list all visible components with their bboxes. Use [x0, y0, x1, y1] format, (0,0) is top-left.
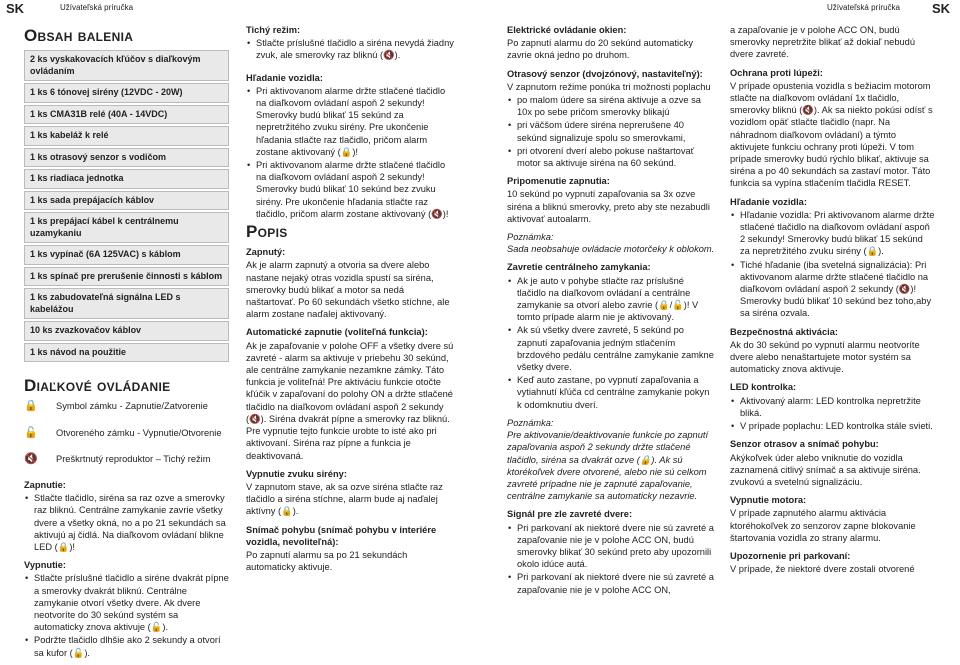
- snimac-heading: Snímač pohybu (snímač pohybu v interiére vozidla, nevoliteľná):: [246, 524, 437, 547]
- senzor-text-1: Akýkoľvek úder alebo vniknutie do vozidla zaznamená citlivý snímač a sa aktivuje siréna.: [730, 452, 921, 475]
- hladanie-list: [730, 209, 935, 320]
- list-item: • Pri aktivovanom alarme držte stlačené tlačidlo na diaľkovom ovládaní aspoň 2 sekundy! Smerovky budú blikať 15 sekúnd za nepretržitého zvuku sirény. Pre ukončenie hľadania stlačte raz tlačidlo, pričom alarm zostane aktivovaný (🔒)!: [246, 85, 454, 158]
- zapnuty-text: Ak je alarm zapnutý a otvoria sa dvere alebo nastane nejaký otras vozidla spustí sa siréna, smerovky budú blikať a motor sa nedá naštartovať. Po 60 sekundách všetko stíchne, ale alarm zostane naďalej aktivovaný.: [246, 260, 450, 320]
- pozn2-label: Poznámka:: [507, 417, 554, 428]
- vyp-zvuk-text: V zapnutom stave, ak sa ozve siréna stlačte raz tlačidlo a siréna stíchne, alarm bude aj naďalej aktívny (🔒).: [246, 481, 443, 517]
- list-item: • Pri aktivovanom alarme držte stlačené tlačidlo na diaľkovom ovládaní aspoň 2 sekundy! Smerovky budú blikať 10 sekúnd bez zvuku sirény. Pre ukončenie hľadania stlačte raz tlačidlo, pričom alarm zostane aktivovaný (🔇)!: [246, 159, 454, 220]
- zavretie-heading: Zavretie centrálneho zamykania:: [507, 262, 651, 273]
- list-item: • V prípade poplachu: LED kontrolka stále svieti.: [730, 420, 935, 432]
- lock-icon: 🔒: [24, 400, 38, 413]
- column-1: [24, 24, 229, 665]
- ochrana-text: V prípade opustenia vozidla s bežiacim motorom stlačte na diaľkovom ovládaní 1x tlačidlo, smerovky bliknú (🔇). Ak sa niekto pokúsi odísť s vozidlom opäť stlačte tlačidlo (napr. Na náhradnom diaľkovom ovládaní) a týmto aktivujete funkciu ochrany proti lúpeži. V tom prípade smerovky budú rýchlo blikať, aktivuje sa siréna a po 40 sekundách sa zastaví motor. Táto funkcia sa vypína stlačením tlačidla RESET.: [730, 80, 933, 189]
- senzor-heading: Senzor otrasov a snímač pohybu:: [730, 439, 879, 450]
- symbol-label: Symbol zámku - Zapnutie/Zatvorenie: [56, 401, 208, 412]
- pozn2-text: Pre aktivovanie/deaktivovanie funkcie po zapnutí zapaľovania aspoň 2 sekundy držte stlačené tlačidlo, siréna sa dvakrát ozve (🔒). Ak sú ktorékoľvek dvere otvorené, alebo nie sú celkom zavreté prípadne nie je zapnuté zapaľovanie, centrálne zamykanie sa automaticky nezavrie.: [507, 430, 709, 502]
- pozn1-text: Sada neobsahuje ovládacie motorčeky k oblokom.: [507, 244, 715, 255]
- symbol-row: [24, 453, 229, 465]
- unlock-icon: 🔓: [24, 426, 38, 439]
- list-item: 1 ks otrasový senzor s vodičom: [24, 148, 229, 168]
- hladanie-list: [246, 85, 454, 220]
- list-item: 1 ks spínač pre prerušenie činnosti s káblom: [24, 267, 229, 287]
- vyp-zvuk-heading: Vypnutie zvuku sirény:: [246, 468, 347, 479]
- auto-heading: Automatické zapnutie (voliteľná funkcia):: [246, 327, 428, 338]
- language-tag: SK: [6, 1, 25, 16]
- list-item: • pri otvorení dverí alebo pokuse naštartovať motor sa aktivuje siréna na 60 sekúnd.: [507, 145, 715, 169]
- mute-icon: 🔇: [24, 452, 38, 465]
- list-item: • Hľadanie vozidla: Pri aktivovanom alarme držte stlačené tlačidlo na diaľkovom ovládaní aspoň 2 sekundy! Smerovky budú blikať 15 sekúnd za nepretržitého zvuku sirény (🔒).: [730, 209, 935, 258]
- header-title: Užívateľská príručka: [826, 3, 900, 12]
- remote-title: Diaľkové ovládanie: [24, 376, 171, 396]
- package-title: Obsah balenia: [24, 26, 134, 45]
- snimac-text: Po zapnutí alarmu sa po 21 sekundách automaticky aktivuje.: [246, 549, 408, 573]
- list-item: 10 ks zvazkovačov káblov: [24, 321, 229, 341]
- hladanie-heading: Hľadanie vozidla:: [730, 196, 807, 207]
- zavretie-list: [507, 275, 715, 411]
- popis-title: Popis: [246, 222, 288, 242]
- bezp-heading: Bezpečnostná aktivácia:: [730, 326, 838, 337]
- intro-text: a zapaľovanie je v polohe ACC ON, budú smerovky nepretržite blikať až dokiaľ nebudú dvere zavreté.: [730, 25, 915, 60]
- list-item: • Pri parkovaní ak niektoré dvere nie sú zavreté a zapaľovanie nie je v polohe ACC ON,: [507, 571, 715, 595]
- list-item: • Stlačte príslušné tlačidlo a siréna nevydá žiadny zvuk, ale smerovky raz bliknú (🔇).: [246, 37, 454, 61]
- vyp-motora-text: V prípade zapnutého alarmu aktivácia ktoréhokoľvek zo senzorov zapne blokovanie štartovania vozidla zo strany alarmu.: [730, 508, 916, 543]
- right-page-header: [480, 0, 960, 16]
- symbol-label: Preškrtnutý reproduktor – Tichý režim: [56, 453, 211, 464]
- column-3: [507, 24, 715, 602]
- list-item: 1 ks prepájací kábel k centrálnemu uzamykaniu: [24, 212, 229, 243]
- tichy-list: [246, 37, 454, 61]
- list-item: • Stlačte tlačidlo, siréna sa raz ozve a smerovky raz bliknú. Centrálne zamykanie zavrie všetky dvere a všetky okná, no a po 21 sekundách sa aktivujú aj čidlá. Na diaľkovom ovládaní blikne LED (🔒)!: [24, 492, 229, 553]
- zapnutie-list: [24, 492, 229, 553]
- symbol-label: Otvoreného zámku - Vypnutie/Otvorenie: [56, 427, 222, 438]
- senzor-text: [730, 452, 935, 489]
- hladanie-heading: Hľadanie vozidla:: [246, 72, 323, 83]
- list-item: 2 ks vyskakovacích kľúčov s diaľkovým ovládaním: [24, 50, 229, 81]
- header-title: Užívateľská príručka: [60, 3, 134, 12]
- otras-text: V zapnutom režime ponúka tri možnosti poplachu: [507, 81, 711, 92]
- list-item: • Ak sú všetky dvere zavreté, 5 sekúnd po zapnutí zapaľovania jedným stlačením brzdového pedálu centrálne zamykanie zamkne všetky dvere.: [507, 324, 715, 373]
- language-tag: SK: [931, 1, 950, 16]
- vypnutie-list: [24, 572, 229, 658]
- list-item: • Pri parkovaní ak niektoré dvere nie sú zavreté a zapaľovanie nie je v polohe ACC ON, budú smerovky blikať 30 sekúnd preto aby upozornili okolo idúce autá.: [507, 522, 715, 571]
- list-item: • pri väčšom údere siréna neprerušene 40 sekúnd signalizuje spolu so smerovkami,: [507, 119, 715, 143]
- pripom-heading: Pripomenutie zapnutia:: [507, 176, 610, 187]
- pozn1-label: Poznámka:: [507, 232, 554, 243]
- vypnutie-heading: Vypnutie:: [24, 560, 67, 571]
- otras-list: [507, 94, 715, 169]
- list-item: 1 ks vypínač (6A 125VAC) s káblom: [24, 245, 229, 265]
- senzor-text-2: zvukovú a svetelnú signalizáciu.: [730, 476, 863, 487]
- list-item: • Tiché hľadanie (iba svetelná signalizácia): Pri aktivovanom alarme držte stlačené tlačidlo na diaľkovom ovládaní aspoň 2 sekundy (🔇)! Smerovky budú blikať 10 sekúnd bez toho,aby sa siréna ozvala.: [730, 259, 935, 320]
- list-item: 1 ks návod na použitie: [24, 343, 229, 363]
- package-list: [24, 50, 229, 362]
- zapnuty-heading: Zapnutý:: [246, 247, 286, 258]
- upoz-text: V prípade, že niektoré dvere zostali otvorené: [730, 564, 915, 575]
- vyp-motora-heading: Vypnutie motora:: [730, 495, 807, 506]
- led-heading: LED kontrolka:: [730, 382, 797, 393]
- symbol-row: [24, 400, 229, 412]
- auto-text: Ak je zapaľovanie v polohe OFF a všetky dvere sú zavreté - alarm sa aktivuje v priebehu 30 sekúnd, ale centrálne zamykanie nezamkne zámky. Táto funkcia je voliteľná! Pre aktiváciu funkcie otočte kľúčik v zapaľovaní do polohy ON a držte stlačené tlačidlo na diaľkovom ovládaní aspoň 2 sekundy (🔇). Siréna dvakrát pípne a smerovky raz bliknú. Pre vypnutie tejto funkcie urobte to isté ako pri aktivovaní. Siréna raz pípne a funkcia je deaktivovaná.: [246, 340, 454, 461]
- column-2: [246, 24, 454, 579]
- ochrana-heading: Ochrana proti lúpeži:: [730, 67, 823, 78]
- symbol-row: [24, 427, 229, 439]
- list-item: 1 ks riadiaca jednotka: [24, 169, 229, 189]
- pripom-text: 10 sekúnd po vypnutí zapaľovania sa 3x ozve siréna a bliknú smerovky, preto aby ste nezabudli aktivovať autoalarm.: [507, 189, 710, 224]
- led-list: [730, 395, 935, 433]
- list-item: 1 ks 6 tónovej sirény (12VDC - 20W): [24, 83, 229, 103]
- list-item: • Ak je auto v pohybe stlačte raz príslušné tlačidlo na diaľkovom ovládaní a centrálne zamykanie sa otvorí alebo zavrie (🔒/🔓)! V tomto prípade alarm nie je aktivovaný.: [507, 275, 715, 324]
- list-item: 1 ks CMA31B relé (40A - 14VDC): [24, 105, 229, 125]
- bezp-text: Ak do 30 sekúnd po vypnutí alarmu neotvoríte dvere alebo nenaštartujete motor systém sa automaticky znova aktivuje.: [730, 339, 920, 375]
- el-text: Po zapnutí alarmu do 20 sekúnd automaticky zavrie okná jedno po druhom.: [507, 38, 694, 61]
- signal-list: [507, 522, 715, 596]
- list-item: 1 ks sada prepájacích káblov: [24, 191, 229, 211]
- el-heading: Elektrické ovládanie okien:: [507, 25, 627, 35]
- column-4: [730, 24, 935, 581]
- otras-heading: Otrasový senzor (dvojzónový, nastaviteľný):: [507, 68, 703, 79]
- list-item: 1 ks kabeláž k relé: [24, 126, 229, 146]
- left-page-header: [0, 0, 480, 16]
- list-item: • Keď auto zastane, po vypnutí zapaľovania a vytiahnutí kľúča cd centrálne zamykanie pokyn k odomknutiu dverí.: [507, 374, 715, 411]
- upoz-heading: Upozornenie pri parkovaní:: [730, 550, 851, 561]
- tichy-heading: Tichý režim:: [246, 25, 301, 35]
- zapnutie-heading: Zapnutie:: [24, 480, 66, 491]
- list-item: • po malom údere sa siréna aktivuje a ozve sa 10x po sebe pričom smerovky blikajú: [507, 94, 715, 118]
- list-item: 1 ks zabudovateľná signálna LED s kabelážou: [24, 288, 229, 319]
- list-item: • Aktivovaný alarm: LED kontrolka nepretržite bliká.: [730, 395, 935, 419]
- signal-heading: Signál pre zle zavreté dvere:: [507, 509, 633, 520]
- list-item: • Podržte tlačidlo dlhšie ako 2 sekundy a otvorí sa kufor (🔓).: [24, 634, 229, 658]
- list-item: • Stlačte príslušné tlačidlo a siréne dvakrát pípne a smerovky dvakrát bliknú. Centrálne zamykanie otvorí všetky dvere. Ak dvere neotvoríte do 30 sekúnd systém sa automaticky znova aktivuje (🔓).: [24, 572, 229, 633]
